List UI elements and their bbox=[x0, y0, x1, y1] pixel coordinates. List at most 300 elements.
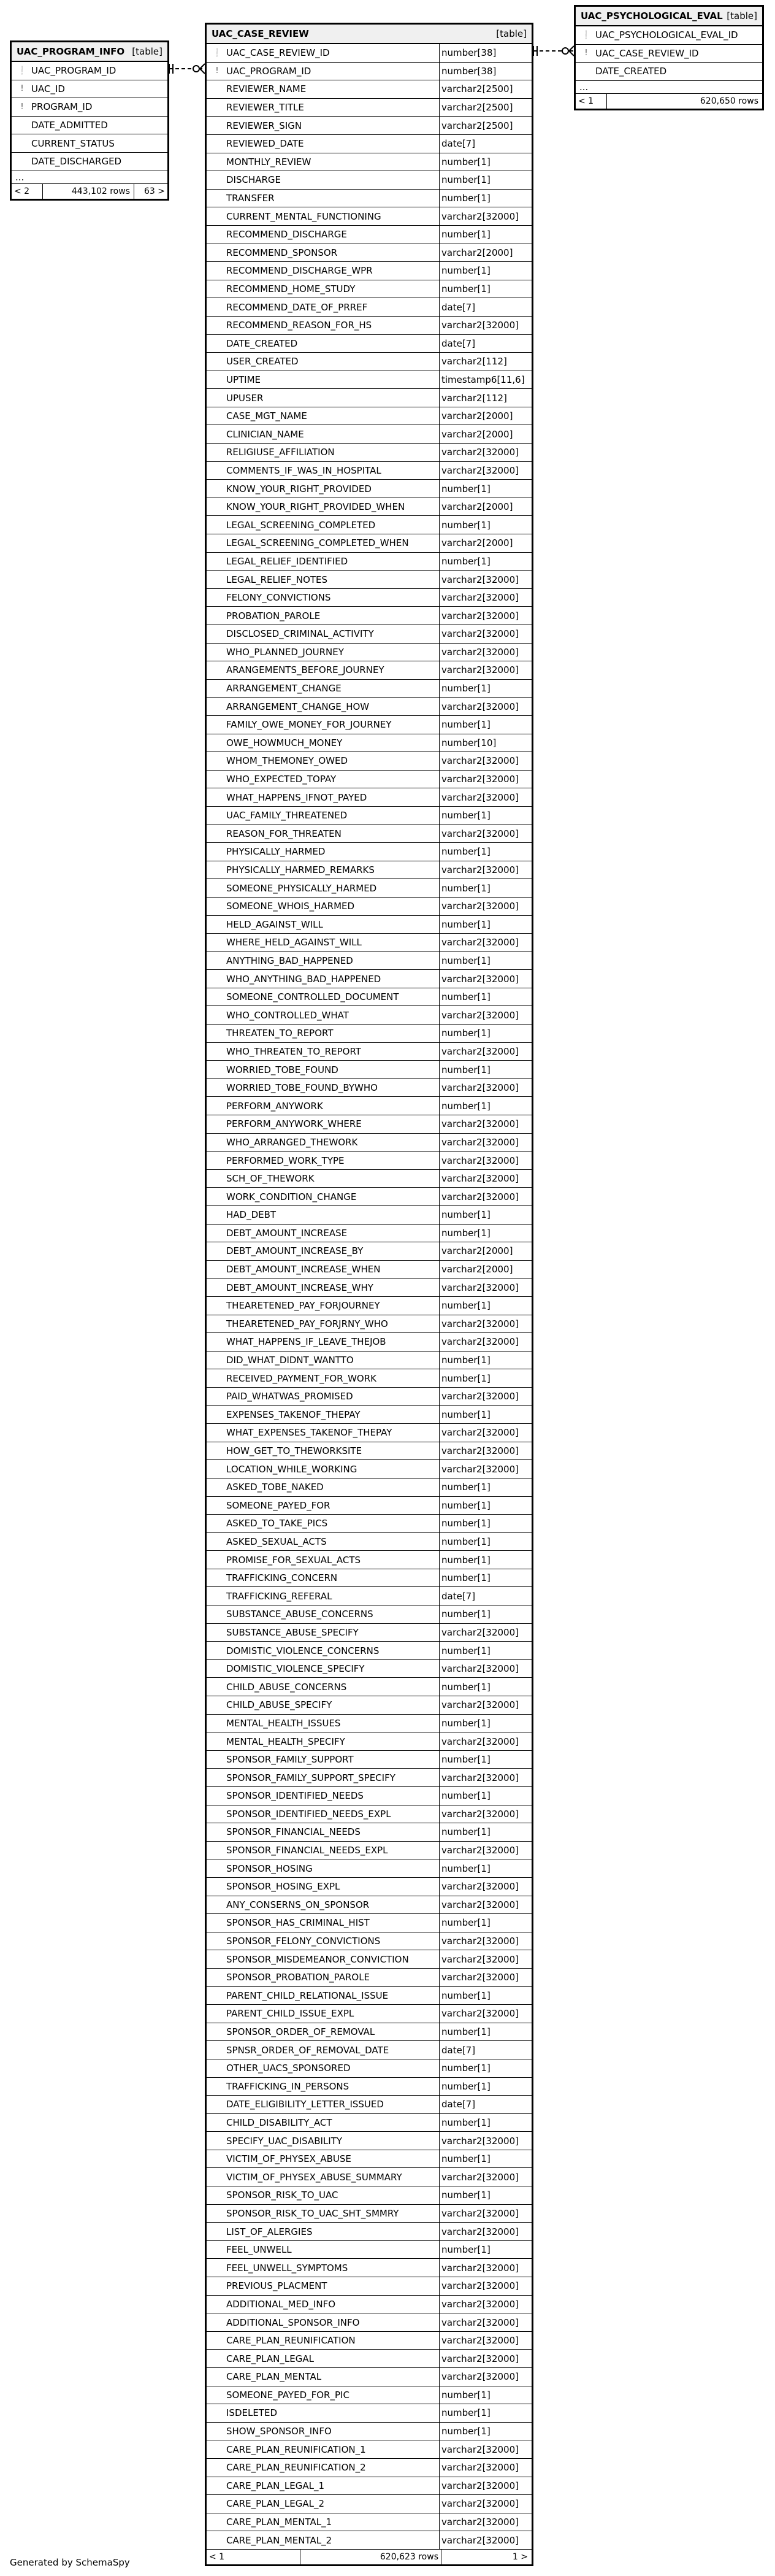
column-row[interactable] bbox=[207, 2005, 532, 2023]
column-name: SOMEONE_WHOIS_HARMED bbox=[226, 901, 355, 912]
column-row[interactable] bbox=[207, 335, 532, 353]
column-row[interactable] bbox=[207, 2531, 532, 2549]
more-columns-ellipsis bbox=[12, 171, 167, 183]
column-name: SPONSOR_FAMILY_SUPPORT_SPECIFY bbox=[226, 1772, 395, 1783]
column-row[interactable] bbox=[207, 680, 532, 698]
table-tag: [table] bbox=[727, 10, 757, 21]
column-type: number[1] bbox=[441, 1826, 491, 1838]
column-name: UAC_ID bbox=[31, 83, 65, 94]
column-row[interactable] bbox=[207, 607, 532, 625]
column-type: number[1] bbox=[441, 1645, 491, 1656]
row-count: 620,623 rows bbox=[300, 2550, 441, 2564]
table-name: UAC_PROGRAM_INFO bbox=[17, 46, 125, 57]
column-row[interactable] bbox=[207, 1478, 532, 1497]
column-row[interactable] bbox=[207, 1097, 532, 1115]
column-row[interactable] bbox=[207, 516, 532, 534]
column-row[interactable] bbox=[207, 190, 532, 208]
column-row[interactable] bbox=[207, 2332, 532, 2350]
column-row[interactable] bbox=[207, 1950, 532, 1969]
column-name: TRAFFICKING_IN_PERSONS bbox=[226, 2080, 349, 2092]
column-row[interactable] bbox=[207, 1769, 532, 1787]
column-name: PROBATION_PAROLE bbox=[226, 610, 321, 621]
column-name: SPONSOR_HAS_CRIMINAL_HIST bbox=[226, 1917, 370, 1929]
children-link[interactable]: 1 > bbox=[512, 2551, 528, 2562]
column-row[interactable] bbox=[207, 2259, 532, 2277]
column-row[interactable] bbox=[207, 1170, 532, 1188]
column-name: UAC_PSYCHOLOGICAL_EVAL_ID bbox=[595, 29, 738, 41]
column-row[interactable] bbox=[207, 1678, 532, 1696]
column-type: number[1] bbox=[441, 2244, 491, 2256]
column-name: RECOMMEND_REASON_FOR_HS bbox=[226, 320, 372, 331]
column-type: number[1] bbox=[441, 2190, 491, 2201]
column-row[interactable] bbox=[207, 63, 532, 81]
column-row[interactable] bbox=[207, 2386, 532, 2405]
column-row[interactable] bbox=[207, 2350, 532, 2368]
column-type: number[1] bbox=[441, 1518, 491, 1529]
column-name: REVIEWER_SIGN bbox=[226, 120, 302, 131]
column-row[interactable] bbox=[207, 389, 532, 407]
column-row[interactable] bbox=[12, 117, 167, 135]
column-row[interactable] bbox=[207, 1715, 532, 1733]
column-name: DATE_CREATED bbox=[595, 66, 667, 77]
column-row[interactable] bbox=[207, 298, 532, 317]
column-row[interactable] bbox=[207, 226, 532, 244]
table-uac-program-info[interactable] bbox=[10, 40, 169, 201]
column-row[interactable] bbox=[207, 153, 532, 172]
column-name: CARE_PLAN_LEGAL_2 bbox=[226, 2498, 324, 2510]
column-row[interactable] bbox=[207, 2205, 532, 2223]
column-type: number[1] bbox=[441, 1100, 491, 1112]
column-type: number[1] bbox=[441, 156, 491, 167]
column-name: CARE_PLAN_REUNIFICATION_2 bbox=[226, 2462, 366, 2474]
column-row[interactable] bbox=[207, 1206, 532, 1225]
column-type: number[1] bbox=[441, 1754, 491, 1766]
column-row[interactable] bbox=[207, 1896, 532, 1915]
column-name: ARRANGEMENT_CHANGE bbox=[226, 683, 342, 694]
column-row[interactable] bbox=[207, 444, 532, 462]
column-row[interactable] bbox=[207, 1569, 532, 1588]
column-row[interactable] bbox=[207, 1424, 532, 1442]
column-name: WHAT_HAPPENS_IFNOT_PAYED bbox=[226, 791, 367, 803]
column-type: varchar2[2000] bbox=[441, 428, 513, 440]
column-name: FELONY_CONVICTIONS bbox=[226, 592, 331, 604]
column-type: number[1] bbox=[441, 2026, 491, 2038]
column-row[interactable] bbox=[207, 1134, 532, 1152]
column-row[interactable] bbox=[207, 752, 532, 771]
column-row[interactable] bbox=[207, 1551, 532, 1569]
column-type: number[1] bbox=[441, 2080, 491, 2092]
column-type: varchar2[32000] bbox=[441, 592, 519, 604]
parents-link[interactable]: < 2 bbox=[12, 184, 43, 199]
column-row[interactable] bbox=[207, 2495, 532, 2513]
column-name: CHILD_ABUSE_CONCERNS bbox=[226, 1681, 347, 1693]
column-type: varchar2[32000] bbox=[441, 1282, 519, 1293]
column-type: date[7] bbox=[441, 2044, 476, 2056]
column-name: RECOMMEND_DISCHARGE bbox=[226, 229, 347, 240]
table-footer bbox=[207, 2549, 532, 2564]
column-row[interactable] bbox=[207, 2150, 532, 2169]
column-name: SPONSOR_FINANCIAL_NEEDS bbox=[226, 1826, 361, 1838]
column-type: varchar2[32000] bbox=[441, 1045, 519, 1057]
column-type: varchar2[32000] bbox=[441, 2353, 519, 2364]
column-row[interactable] bbox=[207, 716, 532, 734]
column-list bbox=[12, 62, 167, 183]
column-name: MONTHLY_REVIEW bbox=[226, 156, 311, 167]
column-row[interactable] bbox=[576, 63, 762, 81]
column-type: varchar2[32000] bbox=[441, 2371, 519, 2383]
column-name: ARANGEMENTS_BEFORE_JOURNEY bbox=[226, 664, 384, 676]
column-row[interactable] bbox=[207, 1932, 532, 1951]
column-row[interactable] bbox=[207, 1969, 532, 1987]
column-row[interactable] bbox=[207, 825, 532, 844]
column-row[interactable] bbox=[207, 1061, 532, 1079]
column-row[interactable] bbox=[207, 734, 532, 753]
table-footer bbox=[12, 183, 167, 199]
column-type: varchar2[32000] bbox=[441, 2316, 519, 2328]
column-type: varchar2[32000] bbox=[441, 1881, 519, 1893]
column-type: varchar2[32000] bbox=[441, 1318, 519, 1329]
row-count: 620,650 rows bbox=[700, 96, 758, 106]
column-row[interactable] bbox=[207, 1460, 532, 1478]
column-name: CARE_PLAN_MENTAL_1 bbox=[226, 2516, 332, 2528]
column-name: UAC_CASE_REVIEW_ID bbox=[595, 47, 699, 59]
column-row[interactable] bbox=[207, 625, 532, 644]
column-row[interactable] bbox=[207, 1642, 532, 1660]
column-row[interactable] bbox=[207, 1987, 532, 2005]
column-name: WORRIED_TOBE_FOUND_BYWHO bbox=[226, 1082, 378, 1094]
column-name: CARE_PLAN_REUNIFICATION_1 bbox=[226, 2443, 366, 2455]
column-row[interactable] bbox=[207, 1605, 532, 1624]
column-type: number[1] bbox=[441, 1300, 491, 1312]
column-row[interactable] bbox=[207, 1315, 532, 1334]
column-row[interactable] bbox=[207, 1188, 532, 1206]
column-row[interactable] bbox=[207, 934, 532, 952]
column-name: THREATEN_TO_REPORT bbox=[226, 1028, 334, 1039]
column-row[interactable] bbox=[207, 244, 532, 263]
column-row[interactable] bbox=[207, 317, 532, 335]
column-row[interactable] bbox=[207, 1859, 532, 1878]
column-row[interactable] bbox=[207, 498, 532, 517]
column-name: PERFORMED_WORK_TYPE bbox=[226, 1155, 345, 1166]
column-row[interactable] bbox=[207, 2477, 532, 2496]
table-uac-psychological-eval[interactable] bbox=[574, 5, 764, 110]
column-row[interactable] bbox=[207, 1115, 532, 1134]
column-name: MENTAL_HEALTH_SPECIFY bbox=[226, 1736, 345, 1747]
column-row[interactable] bbox=[12, 98, 167, 117]
column-type: varchar2[32000] bbox=[441, 1136, 519, 1148]
column-row[interactable] bbox=[207, 2423, 532, 2441]
column-row[interactable] bbox=[207, 135, 532, 153]
column-row[interactable] bbox=[207, 462, 532, 480]
column-name: COMMENTS_IF_WAS_IN_HOSPITAL bbox=[226, 464, 381, 476]
column-type: varchar2[32000] bbox=[441, 1626, 519, 1638]
column-name: SOMEONE_PAYED_FOR_PIC bbox=[226, 2389, 349, 2401]
column-row[interactable] bbox=[207, 1242, 532, 1261]
column-row[interactable] bbox=[207, 534, 532, 553]
column-row[interactable] bbox=[207, 788, 532, 807]
column-row[interactable] bbox=[207, 1515, 532, 1533]
key-icon: ❕ bbox=[581, 30, 592, 40]
column-type: number[1] bbox=[441, 1536, 491, 1547]
column-type: number[1] bbox=[441, 918, 491, 930]
column-row[interactable] bbox=[207, 644, 532, 662]
column-name: CARE_PLAN_LEGAL_1 bbox=[226, 2480, 324, 2491]
column-name: RECOMMEND_DATE_OF_PRREF bbox=[226, 301, 368, 313]
column-row[interactable] bbox=[207, 771, 532, 789]
column-row[interactable] bbox=[207, 2277, 532, 2296]
column-row[interactable] bbox=[207, 1660, 532, 1678]
column-type: number[1] bbox=[441, 283, 491, 295]
column-name: USER_CREATED bbox=[226, 356, 299, 367]
column-type: number[1] bbox=[441, 1917, 491, 1929]
column-row[interactable] bbox=[207, 1787, 532, 1805]
column-row[interactable] bbox=[207, 480, 532, 498]
column-row[interactable] bbox=[207, 1497, 532, 1515]
column-type: number[1] bbox=[441, 1409, 491, 1420]
column-row[interactable] bbox=[12, 134, 167, 153]
column-row[interactable] bbox=[207, 898, 532, 916]
row-count: 443,102 rows bbox=[43, 184, 134, 199]
column-name: SPONSOR_IDENTIFIED_NEEDS_EXPL bbox=[226, 1808, 391, 1820]
column-row[interactable] bbox=[207, 425, 532, 444]
parents-link[interactable]: < 1 bbox=[207, 2550, 300, 2564]
column-row[interactable] bbox=[207, 1696, 532, 1715]
table-tag: [table] bbox=[132, 46, 162, 57]
column-row[interactable] bbox=[207, 1805, 532, 1824]
column-row[interactable] bbox=[207, 861, 532, 880]
column-name: WHO_PLANNED_JOURNEY bbox=[226, 646, 344, 658]
column-list bbox=[207, 44, 532, 2549]
column-row[interactable] bbox=[207, 1278, 532, 1297]
column-row[interactable] bbox=[207, 2114, 532, 2132]
column-row[interactable] bbox=[207, 879, 532, 898]
column-type: date[7] bbox=[441, 301, 476, 313]
column-type: varchar2[32000] bbox=[441, 1391, 519, 1402]
column-row[interactable] bbox=[207, 1878, 532, 1896]
column-name: ASKED_TO_TAKE_PICS bbox=[226, 1518, 328, 1529]
column-row[interactable] bbox=[207, 1043, 532, 1061]
column-name: CARE_PLAN_MENTAL bbox=[226, 2371, 322, 2383]
column-row[interactable] bbox=[207, 843, 532, 861]
column-row[interactable] bbox=[207, 80, 532, 99]
column-type: varchar2[32000] bbox=[441, 2135, 519, 2147]
column-row[interactable] bbox=[207, 1388, 532, 1406]
column-type: number[1] bbox=[441, 483, 491, 494]
column-name: UPUSER bbox=[226, 392, 264, 404]
column-row[interactable] bbox=[207, 2059, 532, 2078]
column-type: varchar2[32000] bbox=[441, 447, 519, 458]
column-row[interactable] bbox=[207, 553, 532, 571]
column-type: varchar2[32000] bbox=[441, 2298, 519, 2310]
column-type: date[7] bbox=[441, 1590, 476, 1602]
column-row[interactable] bbox=[207, 1751, 532, 1769]
column-name: MENTAL_HEALTH_ISSUES bbox=[226, 1717, 341, 1729]
column-type: varchar2[32000] bbox=[441, 1772, 519, 1783]
column-name: WHOM_THEMONEY_OWED bbox=[226, 755, 348, 767]
column-name: HAD_DEBT bbox=[226, 1209, 277, 1221]
column-type: varchar2[32000] bbox=[441, 791, 519, 803]
column-row[interactable] bbox=[207, 571, 532, 589]
column-type: number[1] bbox=[441, 1227, 491, 1239]
column-name: DISCLOSED_CRIMINAL_ACTIVITY bbox=[226, 628, 374, 640]
column-row[interactable] bbox=[207, 2223, 532, 2241]
column-type: varchar2[32000] bbox=[441, 2280, 519, 2292]
column-row[interactable] bbox=[207, 117, 532, 135]
column-row[interactable] bbox=[207, 207, 532, 226]
column-row[interactable] bbox=[207, 2078, 532, 2096]
column-name: UAC_PROGRAM_ID bbox=[31, 65, 116, 77]
column-list bbox=[576, 26, 762, 93]
column-row[interactable] bbox=[207, 916, 532, 934]
column-type: varchar2[32000] bbox=[441, 1336, 519, 1348]
column-type: number[1] bbox=[441, 2407, 491, 2419]
column-row[interactable] bbox=[207, 99, 532, 117]
column-row[interactable] bbox=[207, 661, 532, 680]
column-row[interactable] bbox=[207, 371, 532, 390]
column-type: varchar2[32000] bbox=[441, 2443, 519, 2455]
column-name: SPONSOR_RISK_TO_UAC_SHT_SMMRY bbox=[226, 2207, 399, 2219]
column-row[interactable] bbox=[207, 2404, 532, 2423]
column-name: DATE_ADMITTED bbox=[31, 120, 108, 131]
column-row[interactable] bbox=[207, 1225, 532, 1243]
column-row[interactable] bbox=[12, 62, 167, 80]
column-type: varchar2[112] bbox=[441, 392, 507, 404]
column-row[interactable] bbox=[207, 2440, 532, 2459]
column-row[interactable] bbox=[207, 698, 532, 716]
column-name: RECOMMEND_SPONSOR bbox=[226, 247, 338, 258]
column-type: varchar2[32000] bbox=[441, 1808, 519, 1820]
column-type: number[1] bbox=[441, 1863, 491, 1874]
column-row[interactable] bbox=[207, 807, 532, 825]
column-row[interactable] bbox=[207, 1914, 532, 1932]
table-uac-case-review[interactable] bbox=[205, 23, 533, 2566]
column-row[interactable] bbox=[207, 1842, 532, 1860]
column-name: RECOMMEND_DISCHARGE_WPR bbox=[226, 265, 373, 277]
column-row[interactable] bbox=[12, 153, 167, 171]
column-type: varchar2[32000] bbox=[441, 1936, 519, 1947]
column-name: PAID_WHATWAS_PROMISED bbox=[226, 1391, 353, 1402]
column-name: CHILD_DISABILITY_ACT bbox=[226, 2117, 332, 2128]
table-header bbox=[12, 42, 167, 62]
column-type: varchar2[32000] bbox=[441, 2534, 519, 2546]
column-row[interactable] bbox=[207, 1351, 532, 1370]
column-type: number[1] bbox=[441, 193, 491, 204]
column-row[interactable] bbox=[207, 1442, 532, 1461]
column-row[interactable] bbox=[207, 1587, 532, 1605]
column-type: varchar2[2000] bbox=[441, 410, 513, 422]
column-name: DID_WHAT_DIDNT_WANTTO bbox=[226, 1355, 354, 1366]
column-row[interactable] bbox=[207, 589, 532, 607]
column-row[interactable] bbox=[207, 2459, 532, 2477]
column-type: number[1] bbox=[441, 1499, 491, 1511]
column-name: SPECIFY_UAC_DISABILITY bbox=[226, 2135, 343, 2147]
column-type: varchar2[32000] bbox=[441, 901, 519, 912]
column-row[interactable] bbox=[207, 2168, 532, 2186]
column-type: number[1] bbox=[441, 2389, 491, 2401]
column-type: varchar2[32000] bbox=[441, 1191, 519, 1202]
column-row[interactable] bbox=[207, 2313, 532, 2332]
column-row[interactable] bbox=[207, 1261, 532, 1279]
column-row[interactable] bbox=[207, 262, 532, 280]
column-row[interactable] bbox=[207, 1406, 532, 1424]
column-row[interactable] bbox=[207, 1823, 532, 1842]
column-row[interactable] bbox=[207, 952, 532, 971]
column-row[interactable] bbox=[207, 1732, 532, 1751]
parents-link[interactable]: < 1 bbox=[576, 94, 607, 109]
column-name: DEBT_AMOUNT_INCREASE_WHY bbox=[226, 1282, 373, 1293]
column-type: number[1] bbox=[441, 1572, 491, 1584]
column-type: varchar2[32000] bbox=[441, 210, 519, 222]
column-row[interactable] bbox=[207, 1533, 532, 1551]
column-row[interactable] bbox=[207, 353, 532, 371]
column-name: UAC_PROGRAM_ID bbox=[226, 65, 311, 77]
column-row[interactable] bbox=[207, 2513, 532, 2532]
column-name: CARE_PLAN_REUNIFICATION bbox=[226, 2335, 356, 2347]
column-type: varchar2[32000] bbox=[441, 1463, 519, 1475]
column-name: WHO_EXPECTED_TOPAY bbox=[226, 774, 337, 785]
column-row[interactable] bbox=[207, 2132, 532, 2150]
column-row[interactable] bbox=[207, 1369, 532, 1388]
column-row[interactable] bbox=[207, 1006, 532, 1025]
column-row[interactable] bbox=[207, 1079, 532, 1098]
column-name: VICTIM_OF_PHYSEX_ABUSE_SUMMARY bbox=[226, 2171, 402, 2183]
column-row[interactable] bbox=[207, 1297, 532, 1315]
column-row[interactable] bbox=[576, 45, 762, 63]
column-row[interactable] bbox=[207, 2368, 532, 2386]
column-name: SPONSOR_HOSING_EXPL bbox=[226, 1881, 340, 1893]
column-row[interactable] bbox=[207, 407, 532, 426]
column-type: varchar2[32000] bbox=[441, 2226, 519, 2237]
column-row[interactable] bbox=[207, 1333, 532, 1351]
column-row[interactable] bbox=[207, 1025, 532, 1043]
column-name: SUBSTANCE_ABUSE_CONCERNS bbox=[226, 1609, 373, 1620]
column-name: WHAT_HAPPENS_IF_LEAVE_THEJOB bbox=[226, 1336, 386, 1348]
column-name: ISDELETED bbox=[226, 2407, 277, 2419]
column-row[interactable] bbox=[207, 2241, 532, 2259]
column-row[interactable] bbox=[12, 80, 167, 99]
table-name: UAC_PSYCHOLOGICAL_EVAL bbox=[581, 10, 723, 21]
column-row[interactable] bbox=[207, 2296, 532, 2314]
column-type: number[1] bbox=[441, 846, 491, 858]
column-type: varchar2[32000] bbox=[441, 646, 519, 658]
column-name: PERFORM_ANYWORK_WHERE bbox=[226, 1118, 362, 1130]
column-name: SPONSOR_ORDER_OF_REMOVAL bbox=[226, 2026, 375, 2038]
children-link[interactable]: 63 > bbox=[144, 186, 165, 196]
column-name: WHAT_EXPENSES_TAKENOF_THEPAY bbox=[226, 1427, 392, 1439]
column-row[interactable] bbox=[207, 280, 532, 299]
column-name: DATE_CREATED bbox=[226, 337, 298, 349]
column-name: ANYTHING_BAD_HAPPENED bbox=[226, 955, 353, 966]
column-row[interactable] bbox=[207, 2186, 532, 2205]
column-name: SOMEONE_CONTROLLED_DOCUMENT bbox=[226, 991, 399, 1003]
column-row[interactable] bbox=[207, 44, 532, 63]
column-name: DOMISTIC_VIOLENCE_CONCERNS bbox=[226, 1645, 380, 1656]
column-row[interactable] bbox=[576, 26, 762, 45]
column-row[interactable] bbox=[207, 2096, 532, 2114]
column-name: PHYSICALLY_HARMED_REMARKS bbox=[226, 864, 375, 876]
column-row[interactable] bbox=[207, 970, 532, 988]
column-type: number[1] bbox=[441, 1372, 491, 1384]
column-row[interactable] bbox=[207, 1624, 532, 1642]
column-row[interactable] bbox=[207, 2023, 532, 2042]
column-name: ANY_CONSERNS_ON_SPONSOR bbox=[226, 1899, 370, 1910]
column-row[interactable] bbox=[207, 171, 532, 190]
column-type: number[1] bbox=[441, 265, 491, 277]
column-row[interactable] bbox=[207, 2041, 532, 2059]
column-type: number[1] bbox=[441, 1064, 491, 1075]
column-row[interactable] bbox=[207, 988, 532, 1007]
column-row[interactable] bbox=[207, 1152, 532, 1170]
